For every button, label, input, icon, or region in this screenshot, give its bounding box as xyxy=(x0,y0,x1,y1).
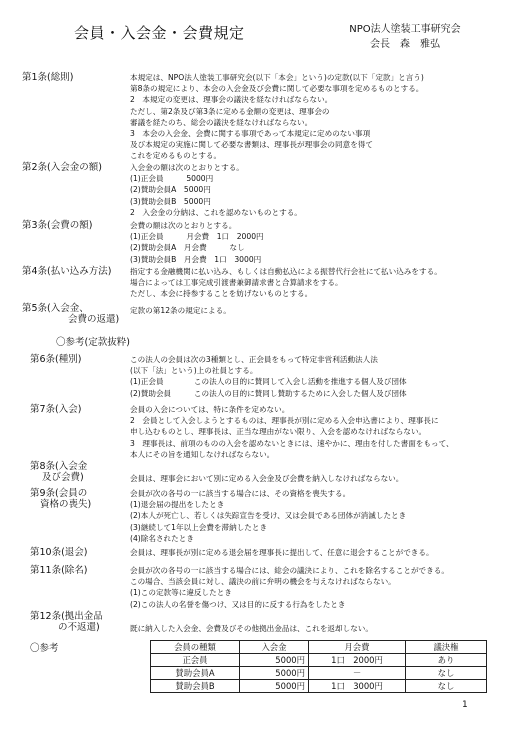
article-line: 2 入会金の分納は、これを認めないものとする。 xyxy=(130,207,302,217)
reference-heading: 〇参考(定款抜粋) xyxy=(56,337,130,348)
table-cell: 正会員 xyxy=(151,654,240,667)
article-label-line: 第9条(会員の xyxy=(30,488,88,499)
article-10-label xyxy=(30,547,88,558)
article-line: 3 理事長は、前項のものの入会を認めないときには、速やかに、理由を付した書面をもって、 xyxy=(130,438,454,448)
table-row xyxy=(151,667,487,680)
article-10-body xyxy=(130,547,434,558)
table-header-row xyxy=(151,641,487,654)
article-7-label xyxy=(30,404,81,415)
article-line: ただし、本会に持参することを妨げないものとする。 xyxy=(130,289,313,299)
table-cell: 5000円 xyxy=(240,654,309,667)
article-12-body xyxy=(130,623,373,634)
article-line: (2)本人が死亡し、若しくは失踪宣告を受け、又は会員である団体が消滅したとき xyxy=(130,511,407,521)
table-header-cell: 月会費 xyxy=(309,641,406,654)
organization-head: 会長 森 雅弘 xyxy=(370,39,440,50)
document-title: 会員・入会金・会費規定 xyxy=(74,24,245,42)
article-line: 会員が次の各号の一に該当する場合には、その資格を喪失する。 xyxy=(130,489,351,498)
article-line: 審議を経たのち、総会の議決を経なければならない。 xyxy=(130,117,313,127)
article-line: (2)賛助会員 この法人の目的に賛同し賛助するために入会した個人及び団体 xyxy=(130,388,407,398)
article-line: (3)継続して1年以上会費を滞納したとき xyxy=(130,522,268,532)
article-label-line: 第12条(拠出金品 xyxy=(30,611,103,622)
table-cell: あり xyxy=(406,654,487,667)
article-line: (3)賛助会員B 5000円 xyxy=(130,196,211,206)
article-line: これを定めるものとする。 xyxy=(130,151,222,161)
article-line: 入会金の額は次のとおりとする。 xyxy=(130,163,244,172)
article-line: 会員が次の各号の一に該当する場合には、総会の議決により、これを除名することができる。 xyxy=(130,566,449,575)
article-label-line: 資格の喪失) xyxy=(40,499,92,511)
article-9-body xyxy=(130,488,406,544)
article-line: (4)除名されたとき xyxy=(130,533,194,543)
article-line: 定款の第12条の規定による。 xyxy=(130,306,231,315)
article-line: 申し込むものとし、理事長は、正当な理由がない限り、入会を認めなければならない。 xyxy=(130,427,427,437)
article-1-label xyxy=(22,72,73,83)
article-line: (以下「法」という)上の社員とする。 xyxy=(130,366,258,376)
fee-table xyxy=(150,640,487,693)
article-6-label xyxy=(30,354,81,365)
article-line: 場合によっては工事完成引渡書兼御請求書と合算請求をする。 xyxy=(130,278,343,288)
article-line: 既に納入した入会金、会費及びその他拠出金品は、これを返却しない。 xyxy=(130,624,373,633)
table-cell: なし xyxy=(406,667,487,680)
table-header-cell: 会員の種類 xyxy=(151,641,240,654)
article-12-label xyxy=(30,611,103,634)
article-4-body xyxy=(130,266,442,300)
table-cell: 5000円 xyxy=(240,667,309,680)
article-4-label xyxy=(22,266,111,277)
article-line: (1)正会員 この法人の目的に賛同して入会し活動を推進する個人及び団体 xyxy=(130,377,407,387)
article-line: 3 本会の入会金、会費に関する事項であって本規定に定めのない事項 xyxy=(130,128,371,138)
table-cell: 1口 2000円 xyxy=(309,654,406,667)
article-label-line: 第1条(総則) xyxy=(22,72,74,83)
table-cell: 1口 3000円 xyxy=(309,680,406,693)
article-6-body xyxy=(130,354,407,399)
article-label-line: 第5条(入会金、 xyxy=(22,303,89,314)
article-3-label xyxy=(22,220,92,231)
article-line: 第8条の規定により、本会の入会金及び会費に関して必要な事項を定めるものとする。 xyxy=(130,84,424,94)
article-7-body xyxy=(130,404,454,460)
article-label-line: 会費の返還) xyxy=(68,314,120,326)
article-label-line: 第4条(払い込み方法) xyxy=(22,266,112,277)
page-number: 1 xyxy=(462,700,468,710)
article-line: (1)退会届の提出をしたとき xyxy=(130,500,225,510)
article-11-body xyxy=(130,565,449,610)
article-line: この場合、当該会員に対し、議決の前に弁明の機会を与えなければならない。 xyxy=(130,577,396,587)
article-9-label xyxy=(30,488,91,511)
article-8-label xyxy=(30,461,87,484)
article-label-line: 第8条(入会金 xyxy=(30,461,88,472)
table-cell: － xyxy=(309,667,406,680)
article-5-label xyxy=(22,303,119,326)
organization-name: NPO法人塗装工事研究会 xyxy=(349,24,461,35)
article-line: 会費の額は次のとおりとする。 xyxy=(130,221,237,230)
table-header-cell: 入会金 xyxy=(240,641,309,654)
article-line: (2)賛助会員A 月会費 なし xyxy=(130,243,245,253)
table-row xyxy=(151,680,487,693)
article-label-line: の不返還) xyxy=(58,622,100,634)
article-label-line: 第10条(退会) xyxy=(30,547,88,558)
organization-block xyxy=(330,22,480,52)
article-line: 2 会員として入会しようとするものは、理事長が別に定める入会申込書により、理事長に xyxy=(130,416,439,426)
article-line: この法人の会員は次の3種類とし、正会員をもって特定非営利活動法人法 xyxy=(130,355,378,364)
article-line: (1)この定款等に違反したとき xyxy=(130,588,232,598)
article-label-line: 第7条(入会) xyxy=(30,404,82,415)
table-cell: なし xyxy=(406,680,487,693)
article-line: (3)賛助会員B 月会費 1口 3000円 xyxy=(130,254,262,264)
article-2-label xyxy=(22,162,102,173)
article-3-body xyxy=(130,220,264,265)
article-8-body xyxy=(130,473,403,484)
table-cell: 賛助会員B xyxy=(151,680,240,693)
article-label-line: 第6条(種別) xyxy=(30,354,82,365)
article-label-line: 第3条(会費の額) xyxy=(22,220,93,231)
reference-heading: 〇参考 xyxy=(30,643,59,654)
article-line: 本人にその旨を通知しなければならない。 xyxy=(130,449,275,459)
article-label-line: 第2条(入会金の額) xyxy=(22,162,102,173)
article-line: 2 本規定の変更は、理事会の議決を経なければならない。 xyxy=(130,95,333,105)
table-cell: 5000円 xyxy=(240,680,309,693)
article-label-line: 及び会費) xyxy=(42,472,84,484)
table-header-cell: 議決権 xyxy=(406,641,487,654)
article-5-body xyxy=(130,305,231,316)
article-line: (1)正会員 5000円 xyxy=(130,174,214,184)
article-1-body xyxy=(130,72,424,162)
article-line: (2)賛助会員A 5000円 xyxy=(130,185,211,195)
article-11-label xyxy=(30,565,88,576)
article-line: 本規定は、NPO法人塗装工事研究会(以下「本会」という)の定款(以下「定款」と言う) xyxy=(130,73,424,82)
table-cell: 賛助会員A xyxy=(151,667,240,680)
article-2-body xyxy=(130,162,302,218)
article-line: 会員は、理事長が別に定める退会届を理事長に提出して、任意に退会することができる。 xyxy=(130,548,434,557)
article-line: ただし、第2条及び第3条に定める金額の変更は、理事会の xyxy=(130,106,330,116)
article-line: (2)この法人の名誉を傷つけ、又は目的に反する行為をしたとき xyxy=(130,599,346,609)
article-label-line: 第11条(除名) xyxy=(30,565,88,576)
article-line: (1)正会員 月会費 1口 2000円 xyxy=(130,232,264,242)
article-line: 及び本規定の実施に関して必要な書類は、理事長が理事会の同意を得て xyxy=(130,140,373,150)
article-line: 会員は、理事会において別に定める入会金及び会費を納入しなければならない。 xyxy=(130,474,404,483)
article-line: 会員の入会については、特に条件を定めない。 xyxy=(130,405,290,414)
table-row xyxy=(151,654,487,667)
article-line: 指定する金融機関に払い込み、もしくは自動払込による振替代行会社にて払い込みをする。 xyxy=(130,267,442,276)
